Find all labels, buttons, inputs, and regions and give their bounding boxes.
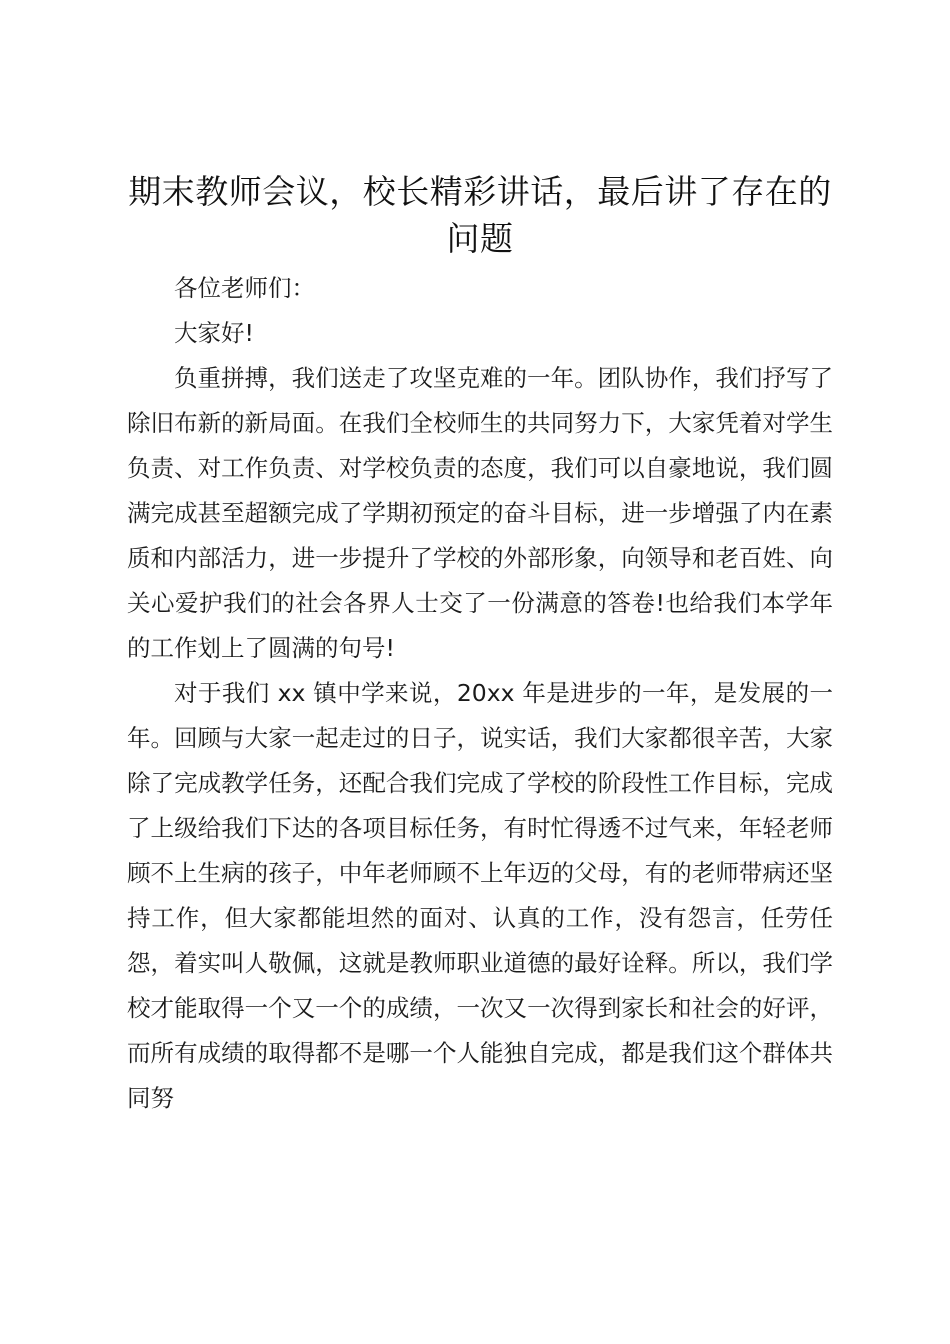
document-body xyxy=(127,168,833,1121)
document-title: 期末教师会议，校长精彩讲话，最后讲了存在的问题 xyxy=(128,172,832,258)
salutation: 各位老师们： xyxy=(174,274,315,302)
greeting: 大家好! xyxy=(174,319,254,347)
paragraph-1: 负重拼搏，我们送走了攻坚克难的一年。团队协作，我们抒写了除旧布新的新局面。在我们全校师生的共同努力下，大家凭着对学生负责、对工作负责、对学校负责的态度，我们可以自豪地说，我们圆满完成甚至超额完成了学期初预定的奋斗目标，进一步增强了内在素质和内部活力，进一步提升了学校的外部形象，向领导和老百姓、向关心爱护我们的社会各界人士交了一份满意的答卷!也给我们本学年的工作划上了圆满的句号! xyxy=(127,364,833,662)
paragraph-2: 对于我们 xx 镇中学来说，20xx 年是进步的一年，是发展的一年。回顾与大家一起走过的日子，说实话，我们大家都很辛苦，大家除了完成教学任务，还配合我们完成了学校的阶段性工作目标，完成了上级给我们下达的各项目标任务，有时忙得透不过气来，年轻老师顾不上生病的孩子，中年老师顾不上年迈的父母，有的老师带病还坚持工作，但大家都能坦然的面对、认真的工作，没有怨言，任劳任怨，着实叫人敬佩，这就是教师职业道德的最好诠释。所以，我们学校才能取得一个又一个的成绩，一次又一次得到家长和社会的好评，而所有成绩的取得都不是哪一个人能独自完成，都是我们这个群体共同努 xyxy=(127,679,833,1112)
